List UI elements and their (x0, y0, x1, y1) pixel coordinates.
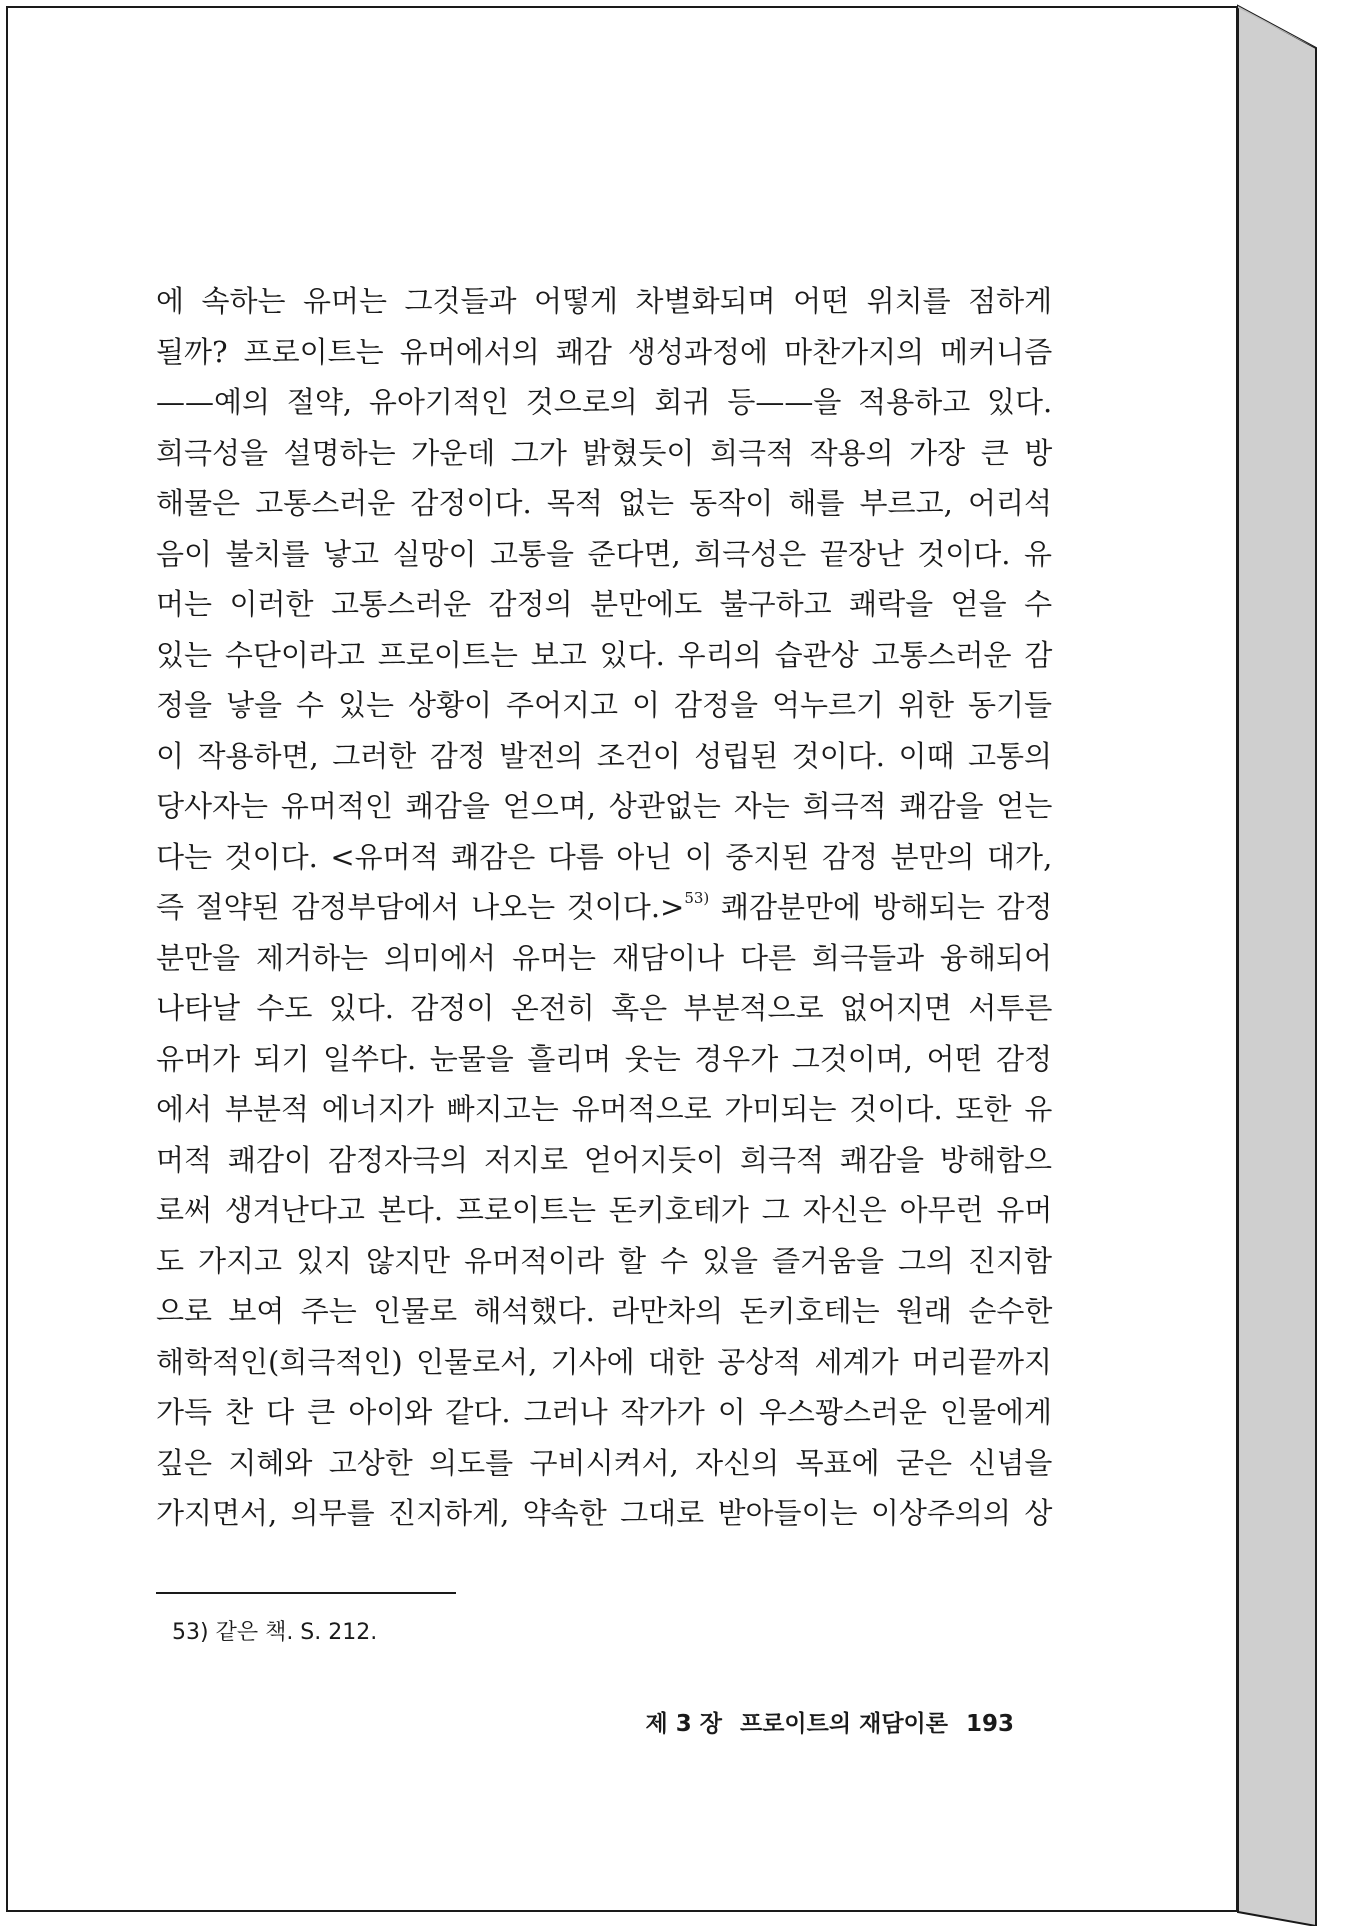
text-line: 희극성을 설명하는 가운데 그가 밝혔듯이 희극적 작용의 가장 큰 방 (156, 435, 1053, 470)
text-line: 으로 보여 주는 인물로 해석했다. 라만차의 돈키호테는 원래 순수한 (156, 1294, 1053, 1328)
text-line: ——예의 절약, 유아기적인 것으로의 회귀 등——을 적용하고 있다. (156, 385, 1053, 419)
text-line: 음이 불치를 낳고 실망이 고통을 준다면, 희극성은 끝장난 것이다. 유 (156, 536, 1052, 571)
footnote-reference[interactable]: 53) (684, 889, 710, 907)
text-line: 정을 낳을 수 있는 상황이 주어지고 이 감정을 억누르기 위한 동기들 (156, 688, 1052, 722)
line-continuation: 쾌감분만에 방해되는 감정 (709, 890, 1053, 924)
text-line: 머는 이러한 고통스러운 감정의 분만에도 불구하고 쾌락을 얻을 수 (156, 587, 1053, 621)
footnote-divider (156, 1592, 456, 1594)
text-line: 도 가지고 있지 않지만 유머적이라 할 수 있을 즐거움을 그의 진지함 (156, 1243, 1052, 1278)
text-line: 머적 쾌감이 감정자극의 저지로 얻어지듯이 희극적 쾌감을 방해함으 (156, 1142, 1052, 1177)
text-line: 이 작용하면, 그러한 감정 발전의 조건이 성립된 것이다. 이때 고통의 (156, 738, 1052, 773)
text-line: 깊은 지혜와 고상한 의도를 구비시켜서, 자신의 목표에 굳은 신념을 (156, 1445, 1053, 1480)
text-line: 에서 부분적 에너지가 빠지고는 유머적으로 가미되는 것이다. 또한 유 (156, 1092, 1053, 1126)
text-line: 가지면서, 의무를 진지하게, 약속한 그대로 받아들이는 이상주의의 상 (156, 1496, 1053, 1530)
footnote-text: 53) 같은 책. S. 212. (172, 1620, 378, 1645)
text-line: 해물은 고통스러운 감정이다. 목적 없는 동작이 해를 부르고, 어리석 (156, 486, 1052, 520)
text-line: 있는 수단이라고 프로이트는 보고 있다. 우리의 습관상 고통스러운 감 (156, 637, 1053, 672)
page-number: 193 (965, 1711, 1014, 1737)
text-line: 에 속하는 유머는 그것들과 어떻게 차별화되며 어떤 위치를 점하게 (156, 284, 1053, 318)
text-line: 가득 찬 다 큰 아이와 같다. 그러나 작가가 이 우스꽝스러운 인물에게 (156, 1395, 1052, 1429)
quote-end-text: 즉 절약된 감정부담에서 나오는 것이다.> (156, 890, 685, 924)
text-line: 나타날 수도 있다. 감정이 온전히 혹은 부분적으로 없어지면 서투른 (156, 991, 1053, 1025)
running-footer (560, 1705, 1014, 1738)
chapter-label: 제 3 장 (645, 1711, 722, 1737)
text-line: 유머가 되기 일쑤다. 눈물을 흘리며 웃는 경우가 그것이며, 어떤 감정 (156, 1041, 1052, 1076)
text-line: 해학적인(희극적인) 인물로서, 기사에 대한 공상적 세계가 머리끝까지 (156, 1344, 1052, 1379)
text-line: 될까? 프로이트는 유머에서의 쾌감 생성과정에 마찬가지의 메커니즘 (156, 334, 1053, 369)
text-line: 당사자는 유머적인 쾌감을 얻으며, 상관없는 자는 희극적 쾌감을 얻는 (156, 789, 1053, 823)
text-line: 로써 생겨난다고 본다. 프로이트는 돈키호테가 그 자신은 아무런 유머 (156, 1193, 1053, 1227)
text-line-with-footnote (156, 882, 1052, 933)
body-text (156, 276, 1052, 1539)
text-line: 다는 것이다. <유머적 쾌감은 다름 아닌 이 중지된 감정 분만의 대가, (156, 839, 1053, 874)
text-line: 분만을 제거하는 의미에서 유머는 재담이나 다른 희극들과 융해되어 (156, 940, 1052, 975)
chapter-title: 프로이트의 재담이론 (740, 1711, 948, 1737)
